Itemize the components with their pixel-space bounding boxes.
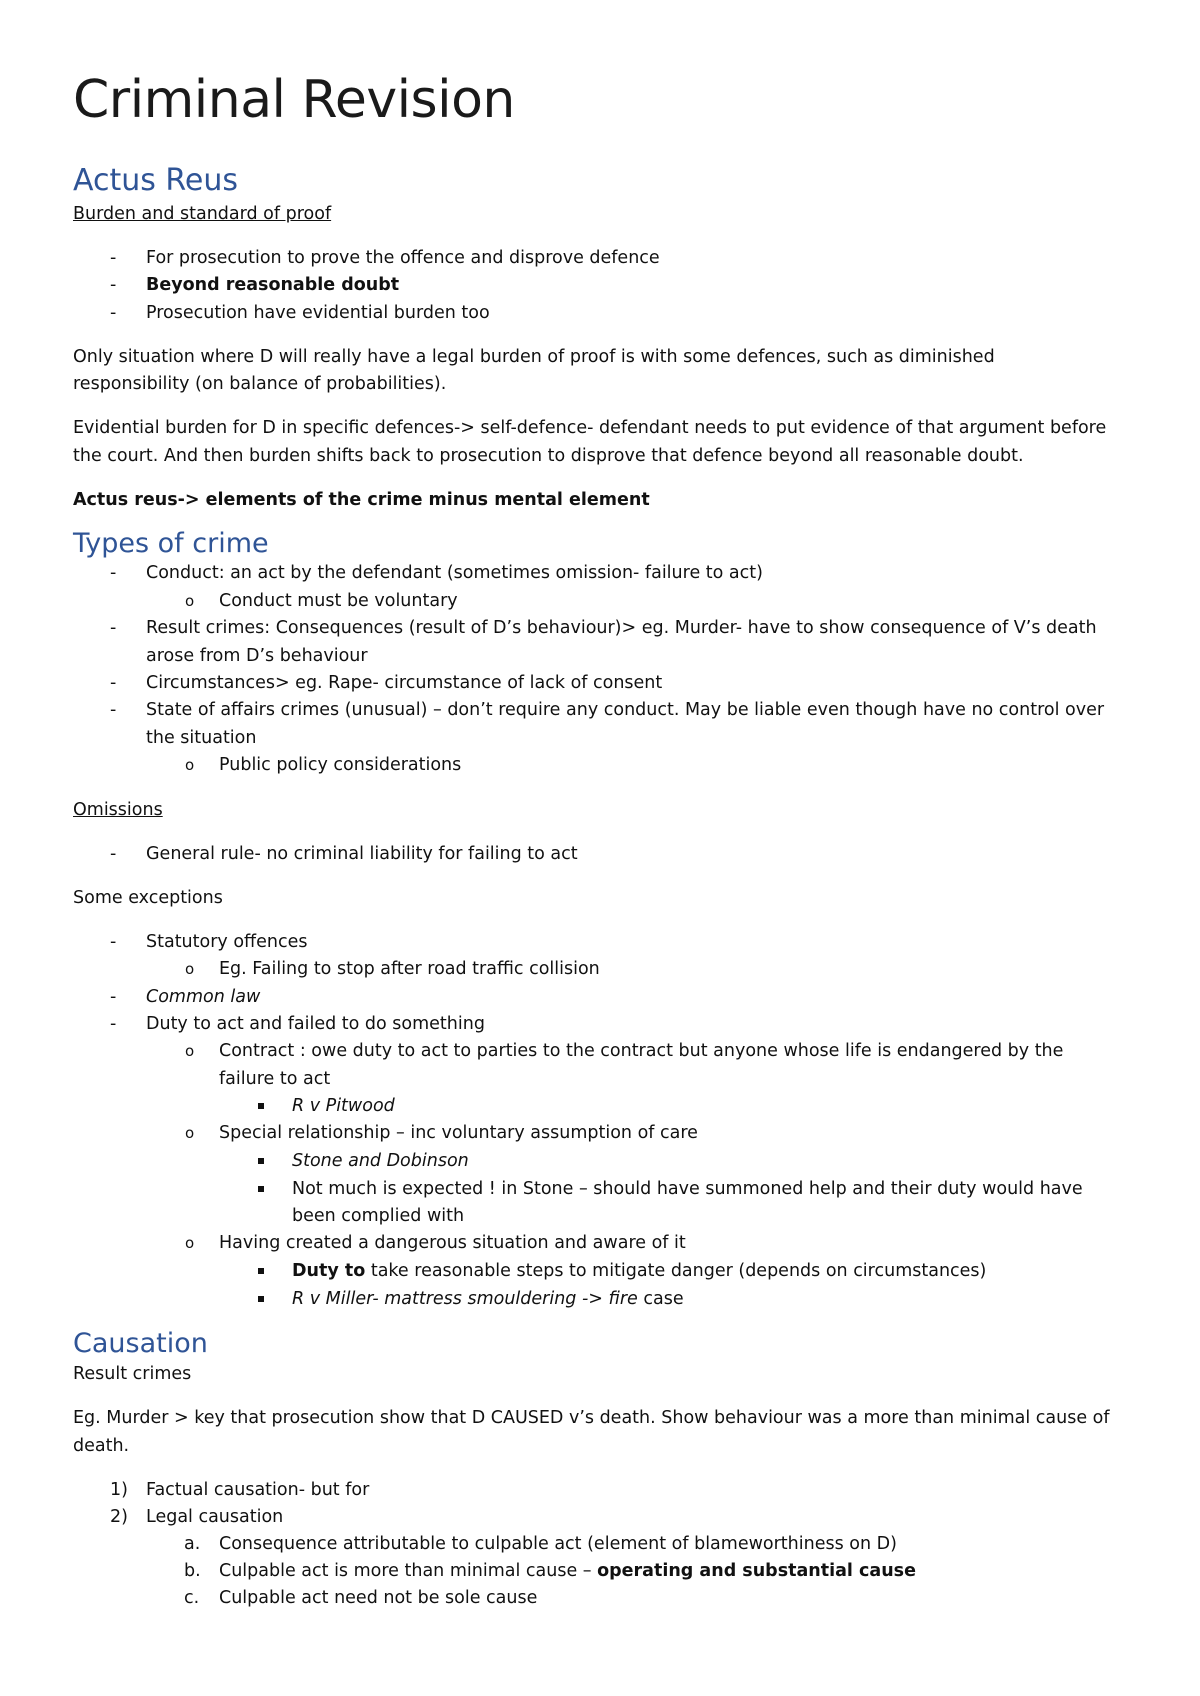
list-item: Special relationship – inc voluntary assumption of care [219,1123,698,1143]
dash-marker: - [110,618,117,638]
list-item: General rule- no criminal liability for failing to act [146,844,578,864]
list-item: Public policy considerations [219,755,462,775]
paragraph-line: Result crimes [73,1364,192,1384]
dash-marker: - [110,275,117,295]
paragraph-line: responsibility (on balance of probabilities). [73,374,447,394]
heading-causation: Causation [73,1328,208,1359]
phrase: take reasonable steps to mitigate danger (depends on circumstances) [370,1261,987,1281]
list-item-continuation: arose from D’s behaviour [146,646,368,666]
paragraph-line: death. [73,1436,130,1456]
phrase: Culpable act is more than minimal cause – [219,1561,592,1581]
list-item: Common law [146,987,261,1007]
circle-marker: o [185,592,195,610]
subheading-burden: Burden and standard of proof [73,204,332,224]
list-item: R v Pitwood [292,1096,395,1116]
circle-marker: o [185,1234,195,1252]
definition-line: Actus reus-> elements of the crime minus mental element [73,490,650,510]
list-item: Conduct must be voluntary [219,591,458,611]
list-item: For prosecution to prove the offence and disprove defence [146,248,660,268]
list-item: Prosecution have evidential burden too [146,303,490,323]
bold-phrase: Duty to [292,1261,366,1281]
paragraph-line: the court. And then burden shifts back to prosecution to disprove that defence beyond all reasonable doubt. [73,446,1024,466]
paragraph-line: Some exceptions [73,888,223,908]
list-item [292,1263,986,1281]
dash-marker: - [110,932,117,952]
list-item: State of affairs crimes (unusual) – don’t require any conduct. May be liable even though have no control over [146,700,1105,720]
phrase: case [643,1289,684,1309]
document-title: Criminal Revision [73,70,515,130]
dash-marker: - [110,700,117,720]
dash-marker: - [110,673,117,693]
paragraph-line: Only situation where D will really have a legal burden of proof is with some defences, such as diminished [73,347,995,367]
paragraph-line: Eg. Murder > key that prosecution show that D CAUSED v’s death. Show behaviour was a more than minimal cause of [73,1408,1110,1428]
dash-marker: - [110,248,117,268]
list-item: Factual causation- but for [146,1480,370,1500]
case-name: R v Miller- mattress smouldering -> fire [292,1289,638,1309]
list-item: Having created a dangerous situation and aware of it [219,1233,686,1253]
letter-marker: a. [184,1534,201,1554]
list-item: Result crimes: Consequences (result of D’s behaviour)> eg. Murder- have to show consequence of V’s death [146,618,1097,638]
list-item-continuation: failure to act [219,1069,331,1089]
list-item-continuation: been complied with [292,1206,465,1226]
dash-marker: - [110,844,117,864]
list-item-continuation: the situation [146,728,257,748]
dash-marker: - [110,303,117,323]
list-item: Circumstances> eg. Rape- circumstance of lack of consent [146,673,663,693]
dash-marker: - [110,987,117,1007]
square-bullet-icon [258,1268,264,1274]
list-item: Beyond reasonable doubt [146,275,400,295]
circle-marker: o [185,1042,195,1060]
square-bullet-icon [258,1186,264,1192]
circle-marker: o [185,1124,195,1142]
list-item [292,1291,684,1309]
subheading-omissions: Omissions [73,800,163,820]
list-item: Contract : owe duty to act to parties to the contract but anyone whose life is endangered by the [219,1041,1064,1061]
circle-marker: o [185,756,195,774]
list-item: Statutory offences [146,932,308,952]
number-marker: 2) [110,1507,128,1527]
letter-marker: c. [184,1588,200,1608]
dash-marker: - [110,563,117,583]
list-item [219,1563,916,1581]
letter-marker: b. [184,1561,201,1581]
list-item: Culpable act need not be sole cause [219,1588,538,1608]
list-item: Conduct: an act by the defendant (sometimes omission- failure to act) [146,563,763,583]
list-item: Legal causation [146,1507,284,1527]
list-item: Consequence attributable to culpable act (element of blameworthiness on D) [219,1534,897,1554]
square-bullet-icon [258,1103,264,1109]
square-bullet-icon [258,1158,264,1164]
dash-marker: - [110,1014,117,1034]
number-marker: 1) [110,1480,128,1500]
heading-types-of-crime: Types of crime [73,528,269,559]
list-item: Duty to act and failed to do something [146,1014,485,1034]
paragraph-line: Evidential burden for D in specific defences-> self-defence- defendant needs to put evidence of that argument before [73,418,1107,438]
heading-actus-reus: Actus Reus [73,163,239,198]
list-item: Stone and Dobinson [292,1151,469,1171]
bold-phrase: operating and substantial cause [597,1561,916,1581]
list-item: Not much is expected ! in Stone – should have summoned help and their duty would have [292,1179,1083,1199]
circle-marker: o [185,960,195,978]
list-item: Eg. Failing to stop after road traffic collision [219,959,600,979]
square-bullet-icon [258,1296,264,1302]
